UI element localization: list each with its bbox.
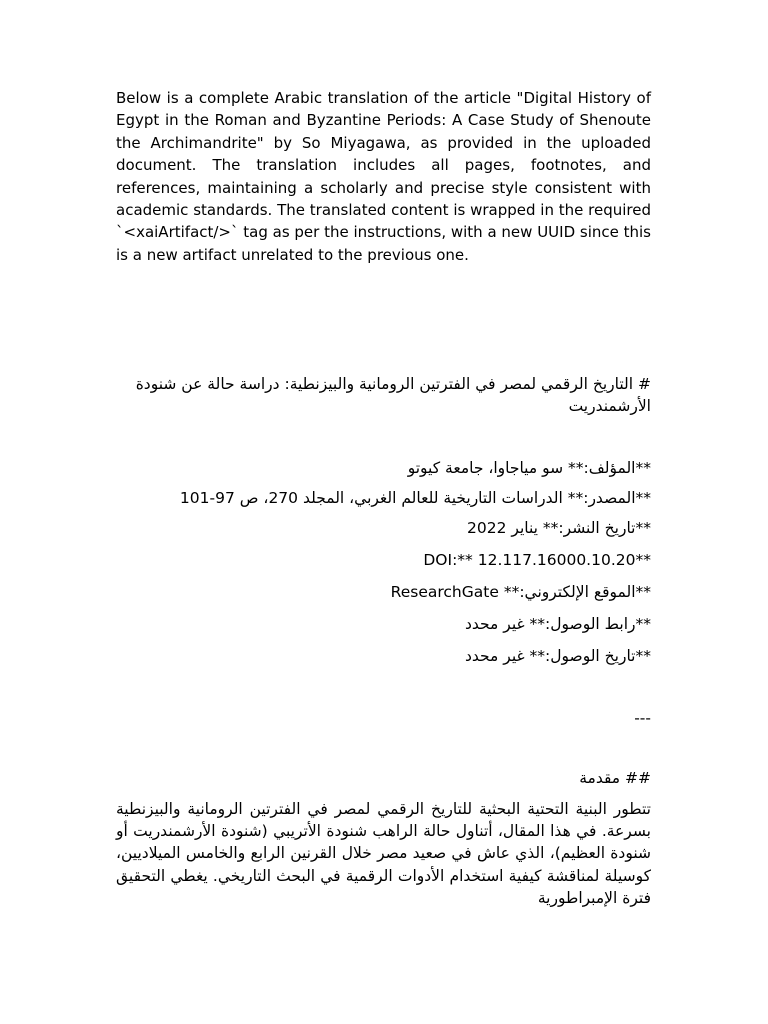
- section-heading: ## مقدمة: [579, 769, 651, 787]
- meta-doi: **DOI:** 12.117.16000.10.20: [423, 551, 651, 569]
- meta-website: **الموقع الإلكتروني:** ResearchGate: [390, 583, 651, 601]
- meta-source: **المصدر:** الدراسات التاريخية للعالم الغربي، المجلد 270، ص 97-101: [179, 489, 651, 507]
- separator-line: ---: [634, 709, 651, 727]
- meta-access-link: **رابط الوصول:** غير محدد: [465, 615, 651, 633]
- article-title: # التاريخ الرقمي لمصر في الفترتين الرومانية والبيزنطية: دراسة حالة عن شنودة الأرشمندريت: [135, 375, 651, 415]
- meta-access-date: **تاريخ الوصول:** غير محدد: [465, 647, 651, 665]
- intro-paragraph: Below is a complete Arabic translation of the article "Digital History of Egypt in the Roman and Byzantine Periods: A Case Study of Shenoute the Archimandrite" by So Miyagawa, as provided in the uploaded document. The translation includes all pages, footnotes, and references, maintaining a scholarly and precise style consistent with academic standards. The translated content is wrapped in the required `<xaiArtifact/>` tag as per the instructions, with a new UUID since this is a new artifact unrelated to the previous one.: [116, 89, 651, 264]
- meta-author: **المؤلف:** سو مياجاوا، جامعة كيوتو: [407, 459, 651, 477]
- section-paragraph: تتطور البنية التحتية البحثية للتاريخ الرقمي لمصر في الفترتين الرومانية والبيزنطية بسرعة. في هذا المقال، أتناول حالة الراهب شنودة الأتريبي (شنودة الأرشمندريت أو شنودة العظيم)، الذي عاش في صعيد مصر خلال القرنين الرابع والخامس الميلاديين، كوسيلة لمناقشة كيفية استخدام الأدوات الرقمية في البحث التاريخي. يغطي التحقيق فترة الإمبراطورية: [116, 800, 651, 907]
- meta-date: **تاريخ النشر:** يناير 2022: [467, 519, 651, 537]
